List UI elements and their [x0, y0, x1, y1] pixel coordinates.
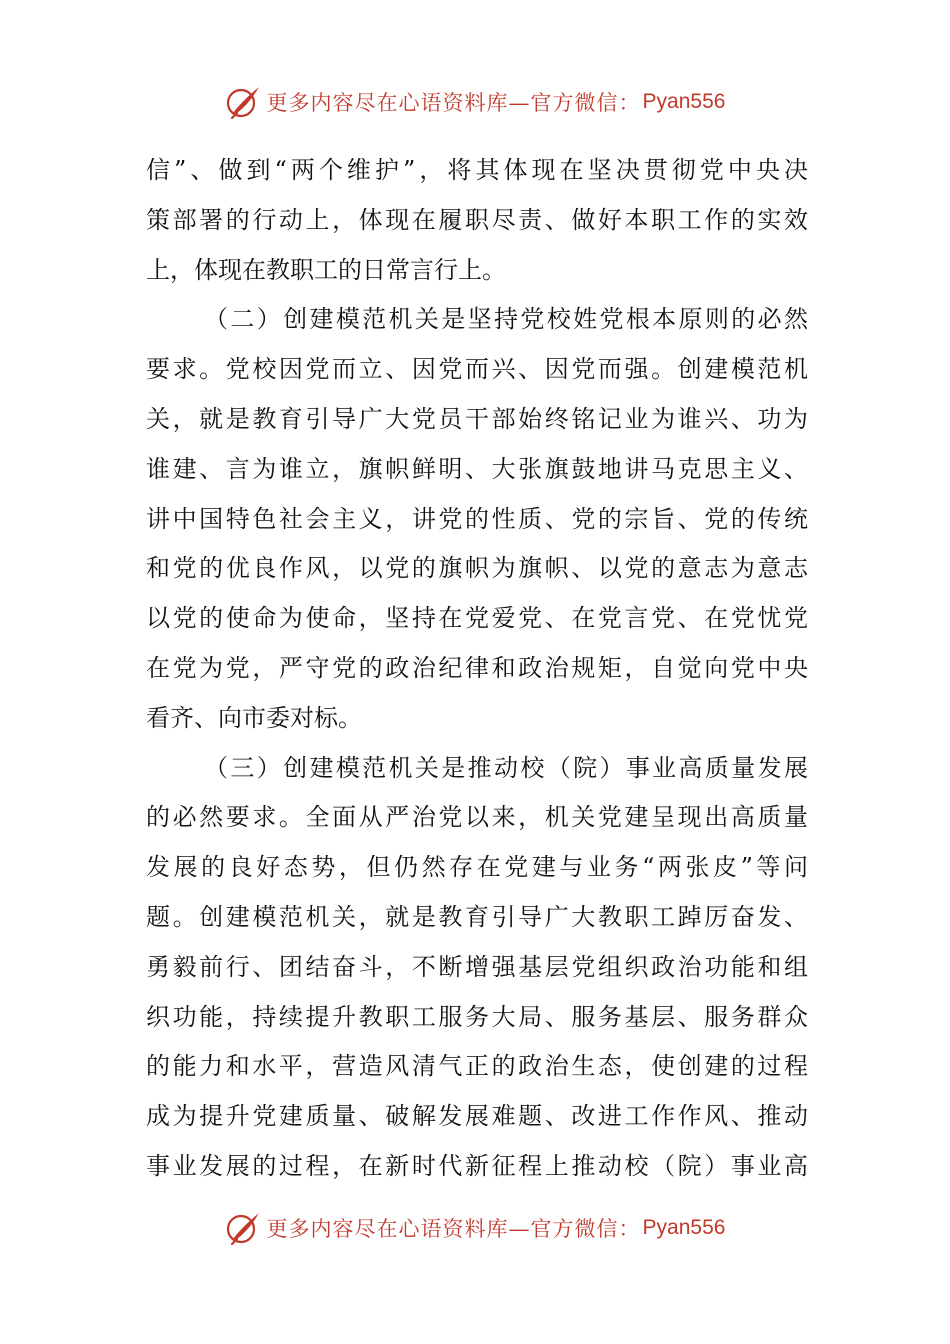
quill-logo-icon — [225, 1209, 263, 1247]
text-line: 的必然要求。全面从严治党以来，机关党建呈现出高质量 — [146, 803, 808, 832]
quill-logo-icon — [225, 83, 263, 121]
text-line: 看齐、向市委对标。 — [146, 703, 362, 732]
text-line: 谁建、言为谁立，旗帜鲜明、大张旗鼓地讲马克思主义、 — [146, 454, 808, 483]
text-line: 织功能，持续提升教职工服务大局、服务基层、服务群众 — [146, 1002, 808, 1031]
text-line: （二）创建模范机关是坚持党校姓党根本原则的必然 — [204, 305, 808, 334]
text-line: （三）创建模范机关是推动校（院）事业高质量发展 — [204, 753, 808, 782]
text-line: 要求。党校因党而立、因党而兴、因党而强。创建模范机 — [146, 355, 808, 384]
text-line: 以党的使命为使命，坚持在党爱党、在党言党、在党忧党 — [146, 604, 808, 633]
paragraph-3 — [146, 744, 808, 1192]
banner-text: 更多内容尽在心语资料库—官方微信： — [266, 1217, 641, 1241]
banner-wechat-id: Pyan556 — [642, 90, 726, 113]
header-watermark-banner — [0, 80, 950, 124]
paragraph-2 — [146, 295, 808, 743]
document-body — [146, 146, 808, 1192]
text-line: 勇毅前行、团结奋斗，不断增强基层党组织政治功能和组 — [146, 952, 808, 981]
text-line: 关，就是教育引导广大党员干部始终铭记业为谁兴、功为 — [146, 404, 808, 433]
text-line: 发展的良好态势，但仍然存在党建与业务“两张皮”等问 — [146, 853, 808, 882]
text-line: 和党的优良作风，以党的旗帜为旗帜、以党的意志为意志 — [146, 554, 808, 583]
text-line: 在党为党，严守党的政治纪律和政治规矩，自觉向党中央 — [146, 653, 808, 682]
text-line: 题。创建模范机关，就是教育引导广大教职工踔厉奋发、 — [146, 902, 808, 931]
text-line: 成为提升党建质量、破解发展难题、改进工作作风、推动 — [146, 1102, 808, 1131]
text-line: 信”、做到“两个维护”，将其体现在坚决贯彻党中央决 — [146, 156, 808, 184]
text-line: 事业发展的过程，在新时代新征程上推动校（院）事业高 — [146, 1151, 808, 1180]
paragraph-1 — [146, 146, 808, 295]
text-line: 讲中国特色社会主义，讲党的性质、党的宗旨、党的传统 — [146, 504, 808, 533]
text-line: 上，体现在教职工的日常言行上。 — [146, 255, 506, 284]
footer-watermark-banner — [0, 1206, 950, 1250]
text-line: 的能力和水平，营造风清气正的政治生态，使创建的过程 — [146, 1052, 808, 1081]
text-line: 策部署的行动上，体现在履职尽责、做好本职工作的实效 — [146, 205, 808, 234]
banner-text: 更多内容尽在心语资料库—官方微信： — [266, 91, 641, 115]
banner-wechat-id: Pyan556 — [642, 1216, 726, 1239]
